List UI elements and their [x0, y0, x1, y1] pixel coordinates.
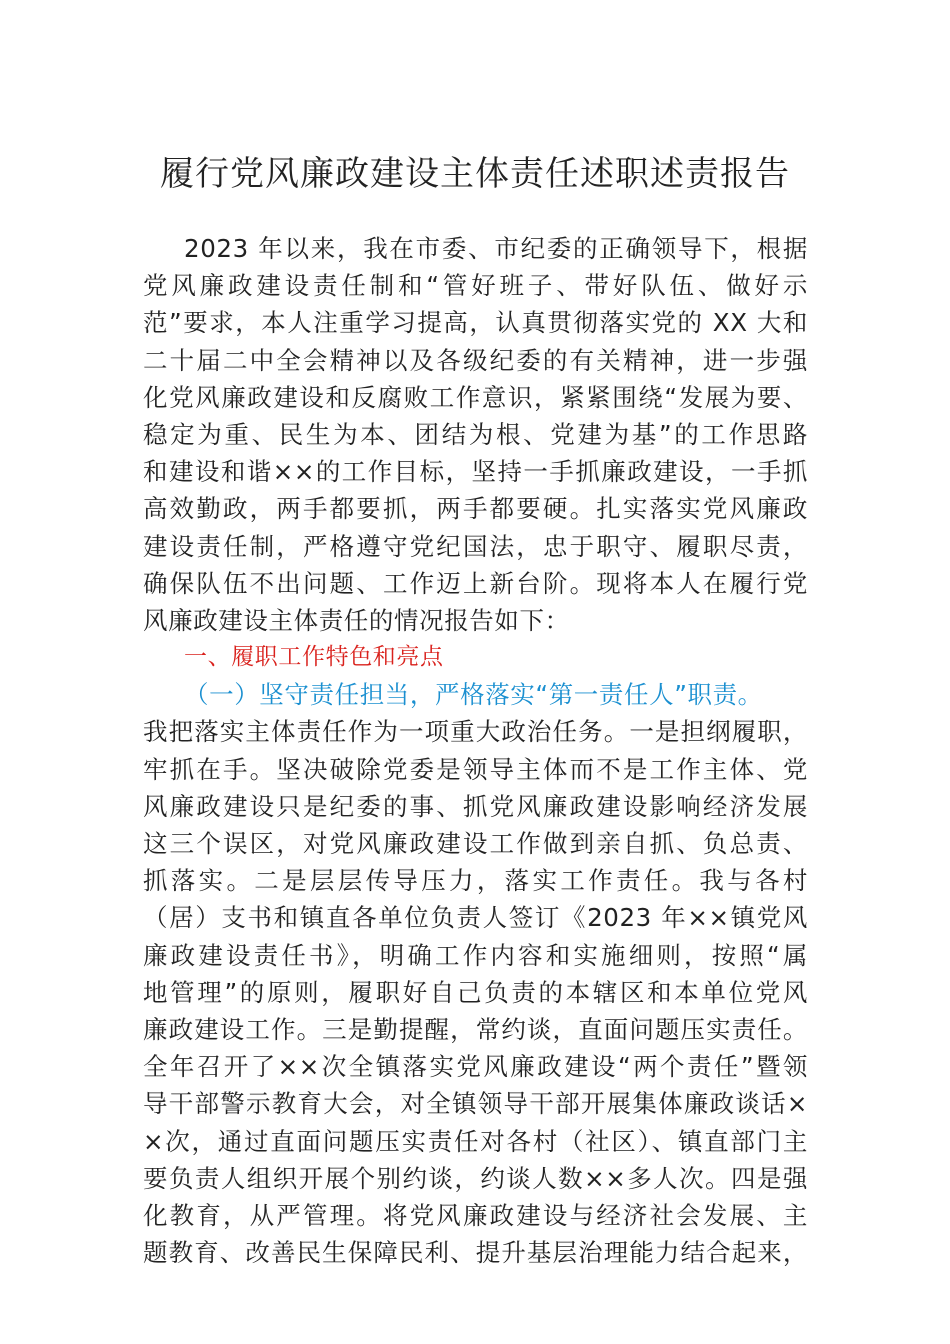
text-line: （居）支书和镇直各单位负责人签订《2023 年××镇党风: [143, 903, 808, 933]
text-line: 范”要求，本人注重学习提高，认真贯彻落实党的 XX 大和: [143, 308, 808, 338]
section-heading: 一、履职工作特色和亮点: [184, 644, 444, 671]
text-line: 和建设和谐××的工作目标，坚持一手抓廉政建设，一手抓: [143, 457, 808, 487]
text-line: 题教育、改善民生保障民利、提升基层治理能力结合起来，: [143, 1238, 808, 1268]
text-line: 化党风廉政建设和反腐败工作意识，紧紧围绕“发展为要、: [143, 382, 808, 412]
text-line: 二十届二中全会精神以及各级纪委的有关精神，进一步强: [143, 345, 808, 375]
text-line: 地管理”的原则，履职好自己负责的本辖区和本单位党风: [143, 977, 808, 1007]
text-line: 牢抓在手。坚决破除党委是领导主体而不是工作主体、党: [143, 754, 808, 784]
text-line: 高效勤政，两手都要抓，两手都要硬。扎实落实党风廉政: [143, 494, 808, 524]
document-body: [143, 230, 808, 1271]
subsection-heading: （一）坚守责任担当，严格落实“第一责任人”职责。: [184, 680, 763, 710]
text-line: 确保队伍不出问题、工作迈上新台阶。现将本人在履行党: [143, 568, 808, 598]
text-line: 稳定为重、民生为本、团结为根、党建为基”的工作思路: [143, 419, 808, 449]
text-line: 风廉政建设主体责任的情况报告如下：: [143, 605, 570, 635]
text-line: 我把落实主体责任作为一项重大政治任务。一是担纲履职，: [143, 717, 808, 747]
document-title: 履行党风廉政建设主体责任述职述责报告: [160, 154, 790, 194]
text-line: 风廉政建设只是纪委的事、抓党风廉政建设影响经济发展: [143, 791, 808, 821]
text-line: 建设责任制，严格遵守党纪国法，忠于职守、履职尽责，: [143, 531, 808, 561]
body-paragraph: [143, 713, 808, 1271]
text-line: 全年召开了××次全镇落实党风廉政建设“两个责任”暨领: [143, 1052, 808, 1082]
text-line: 导干部警示教育大会，对全镇领导干部开展集体廉政谈话×: [143, 1089, 808, 1119]
text-line: 廉政建设责任书》，明确工作内容和实施细则，按照“属: [143, 940, 808, 970]
text-line: 党风廉政建设责任制和“管好班子、带好队伍、做好示: [143, 271, 808, 301]
text-line: 2023 年以来，我在市委、市纪委的正确领导下，根据: [184, 234, 808, 263]
text-line: 这三个误区，对党风廉政建设工作做到亲自抓、负总责、: [143, 829, 808, 858]
text-line: 抓落实。二是层层传导压力，落实工作责任。我与各村: [143, 866, 808, 896]
text-line: ×次，通过直面问题压实责任对各村（社区）、镇直部门主: [143, 1126, 808, 1156]
text-line: 要负责人组织开展个别约谈，约谈人数××多人次。四是强: [143, 1163, 808, 1193]
text-line: 化教育，从严管理。将党风廉政建设与经济社会发展、主: [143, 1200, 808, 1230]
intro-paragraph: [143, 230, 808, 639]
text-line: 廉政建设工作。三是勤提醒，常约谈，直面问题压实责任。: [143, 1014, 808, 1044]
